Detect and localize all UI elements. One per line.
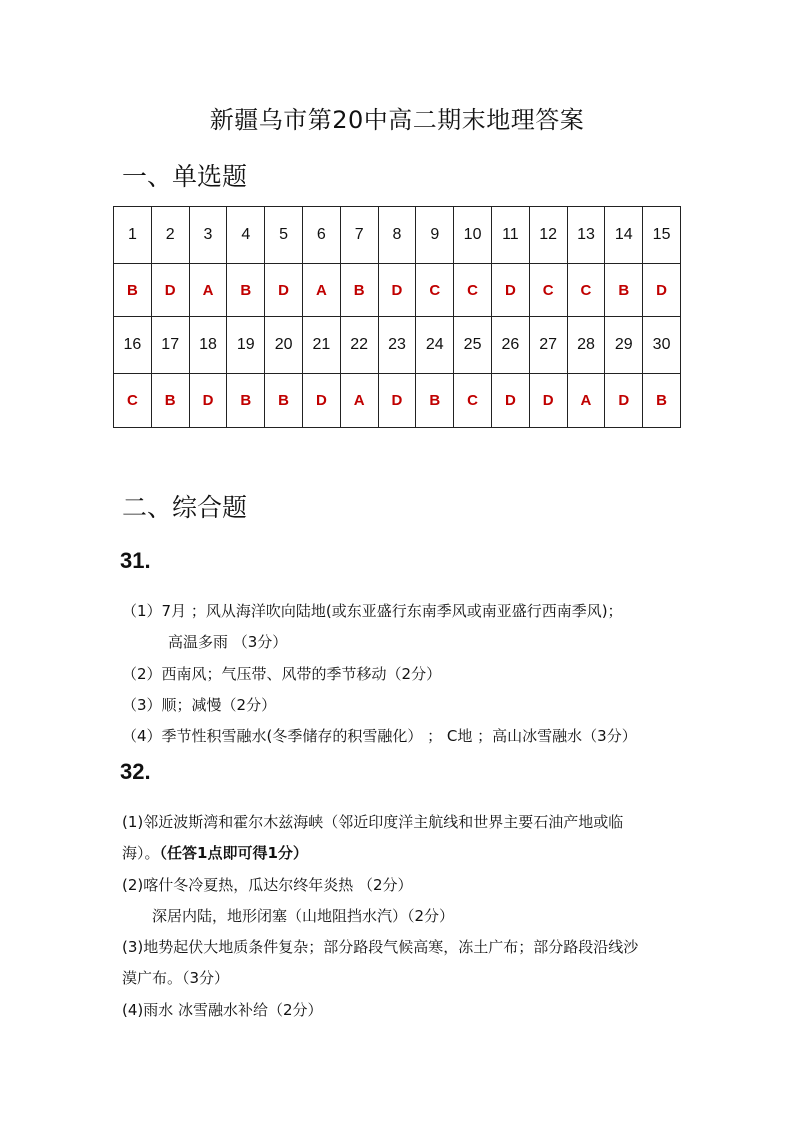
- q32-answer-line: (1)邻近波斯湾和霍尔木兹海峡（邻近印度洋主航线和世界主要石油产地或临: [122, 813, 624, 831]
- question-number-cell: 4: [227, 207, 265, 264]
- answer-letter-cell: D: [302, 374, 340, 428]
- question-number-cell: 1: [114, 207, 152, 264]
- answer-letter-cell: B: [605, 263, 643, 317]
- question-number-cell: 11: [491, 207, 529, 264]
- answer-letter-cell: C: [454, 374, 492, 428]
- question-number-cell: 14: [605, 207, 643, 264]
- q32-answer-line: (4)雨水 冰雪融水补给（2分）: [122, 1001, 323, 1019]
- question-number-cell: 25: [454, 317, 492, 374]
- answer-letter-cell: C: [416, 263, 454, 317]
- answer-letter-cell: D: [491, 263, 529, 317]
- question-31-number: 31.: [120, 548, 151, 573]
- q32-answer-line: (3)地势起伏大地质条件复杂；部分路段气候高寒，冻土广布；部分路段沿线沙: [122, 938, 639, 956]
- answer-letter-row: [114, 263, 681, 317]
- answer-table: [113, 206, 681, 428]
- answer-letter-cell: C: [454, 263, 492, 317]
- question-number-cell: 5: [265, 207, 303, 264]
- q31-answer-line: 高温多雨 （3分）: [168, 633, 288, 651]
- question-number-cell: 27: [529, 317, 567, 374]
- q31-answer-line: （2）西南风；气压带、风带的季节移动（2分）: [122, 665, 442, 683]
- q31-answer-line: （4）季节性积雪融水(冬季储存的积雪融化） ； C地 ；高山冰雪融水（3分）: [122, 727, 637, 745]
- answer-letter-cell: D: [605, 374, 643, 428]
- q32-answer-line: 漠广布。（3分）: [122, 969, 230, 987]
- answer-letter-cell: B: [265, 374, 303, 428]
- q32-answer-line: (2)喀什冬冷夏热，瓜达尔终年炎热 （2分）: [122, 876, 413, 894]
- question-number-cell: 29: [605, 317, 643, 374]
- answer-letter-cell: B: [340, 263, 378, 317]
- answer-letter-cell: D: [529, 374, 567, 428]
- question-number-row: [114, 207, 681, 264]
- question-number-cell: 13: [567, 207, 605, 264]
- answer-letter-cell: D: [151, 263, 189, 317]
- answer-letter-cell: D: [378, 263, 416, 317]
- question-number-cell: 28: [567, 317, 605, 374]
- question-number-cell: 18: [189, 317, 227, 374]
- question-number-cell: 19: [227, 317, 265, 374]
- answer-letter-cell: B: [151, 374, 189, 428]
- page-title: 新疆乌市第20中高二期末地理答案: [209, 106, 585, 134]
- question-number-cell: 26: [491, 317, 529, 374]
- question-number-cell: 20: [265, 317, 303, 374]
- question-number-cell: 10: [454, 207, 492, 264]
- answer-letter-cell: D: [491, 374, 529, 428]
- question-number-cell: 22: [340, 317, 378, 374]
- answer-letter-cell: C: [567, 263, 605, 317]
- answer-letter-cell: B: [227, 374, 265, 428]
- q32-answer-line: 深居内陆，地形闭塞（山地阻挡水汽）（2分）: [152, 907, 455, 925]
- question-number-cell: 17: [151, 317, 189, 374]
- question-number-cell: 15: [643, 207, 681, 264]
- question-number-cell: 16: [114, 317, 152, 374]
- question-number-row: [114, 317, 681, 374]
- section-heading-comprehensive: 二、综合题: [122, 493, 248, 522]
- answer-letter-cell: B: [114, 263, 152, 317]
- q31-answer-line: （3）顺；减慢（2分）: [122, 696, 277, 714]
- answer-letter-row: [114, 374, 681, 428]
- answer-letter-cell: A: [302, 263, 340, 317]
- q32-scoring-note: （任答1点即可得1分）: [159, 844, 308, 862]
- answer-letter-cell: D: [265, 263, 303, 317]
- question-number-cell: 3: [189, 207, 227, 264]
- answer-letter-cell: A: [189, 263, 227, 317]
- question-number-cell: 23: [378, 317, 416, 374]
- answer-letter-cell: C: [529, 263, 567, 317]
- answer-letter-cell: B: [416, 374, 454, 428]
- question-number-cell: 30: [643, 317, 681, 374]
- answer-letter-cell: B: [227, 263, 265, 317]
- question-number-cell: 7: [340, 207, 378, 264]
- question-32-number: 32.: [120, 759, 151, 784]
- answer-letter-cell: D: [378, 374, 416, 428]
- q31-answer-line: （1）7月 ；风从海洋吹向陆地(或东亚盛行东南季风或南亚盛行西南季风)；: [122, 602, 623, 620]
- question-number-cell: 24: [416, 317, 454, 374]
- answer-letter-cell: C: [114, 374, 152, 428]
- question-number-cell: 2: [151, 207, 189, 264]
- answer-letter-cell: A: [340, 374, 378, 428]
- answer-letter-cell: B: [643, 374, 681, 428]
- question-number-cell: 9: [416, 207, 454, 264]
- question-number-cell: 6: [302, 207, 340, 264]
- q32-answer-text: 海）。: [122, 844, 160, 862]
- answer-letter-cell: D: [643, 263, 681, 317]
- q32-answer-line-wrap: [122, 842, 308, 863]
- answer-letter-cell: D: [189, 374, 227, 428]
- question-number-cell: 8: [378, 207, 416, 264]
- answer-letter-cell: A: [567, 374, 605, 428]
- question-number-cell: 12: [529, 207, 567, 264]
- question-number-cell: 21: [302, 317, 340, 374]
- section-heading-single-choice: 一、单选题: [122, 162, 248, 191]
